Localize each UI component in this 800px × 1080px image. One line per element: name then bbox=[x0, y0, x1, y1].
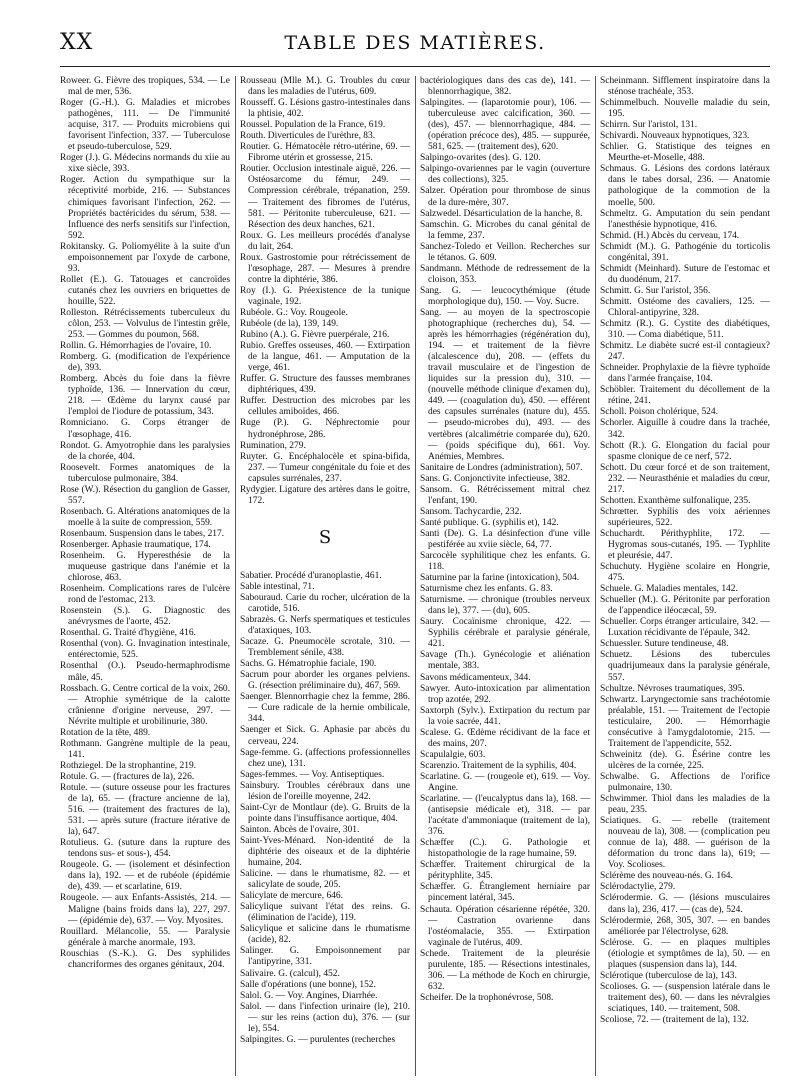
index-entry: Schwalbe. G. Affections de l'orifice pulmonaire, 130. bbox=[600, 771, 770, 793]
index-entry: Sclérotique (tuberculose de la), 143. bbox=[600, 970, 737, 981]
index-entry: Rubéole (de la), 139, 149. bbox=[240, 319, 339, 330]
index-entry: Routh. Diverticules de l'urèthre, 83. bbox=[240, 131, 376, 142]
index-entry: Salicylique et salicine dans le rhumatisme (acide), 82. bbox=[240, 924, 410, 946]
index-entry: Schmidt (Meinhard). Suture de l'estomac et du duodénum, 217. bbox=[600, 263, 770, 285]
index-columns bbox=[60, 76, 772, 1076]
index-entry: Schueller (M.). G. Péritonite par perforation de l'appendice iléocæcal, 59. bbox=[600, 595, 770, 617]
index-entry: Sclérose. G. — en plaques multiples (étiologie et symptômes de la), 50. — en plaques (suspension dans la), 144. bbox=[600, 937, 770, 970]
index-entry: Rondot. G. Amyotrophie dans les paralysies de la chorée, 404. bbox=[60, 440, 230, 462]
index-entry: Roux. G. Les meilleurs procédés d'analyse du lait, 264. bbox=[240, 230, 410, 252]
index-entry: Sabatier. Procédé d'uranoplastie, 461. bbox=[240, 570, 382, 581]
index-entry: Rubéole. G.: Voy. Rougeole. bbox=[240, 307, 348, 318]
index-entry: Sansom. G. Rétrécissement mitral chez l'enfant, 190. bbox=[420, 484, 590, 506]
index-entry: Rossbach. G. Centre cortical de la voix, 260. — Atrophie symétrique de la calotte crânienne d'origine nerveuse, 297. — Névrite multiple et urobilinurie, 380. bbox=[60, 683, 230, 727]
index-entry: Schorler. Aiguille à coudre dans la trachée, 342. bbox=[600, 418, 770, 440]
index-entry: Sage-femme. G. (affections professionnelles chez une), 131. bbox=[240, 747, 410, 769]
index-entry: Rotation de la tête, 489. bbox=[60, 727, 151, 738]
index-entry: Santé publique. G. (syphilis et), 142. bbox=[420, 517, 559, 528]
index-entry: Rollet (E.). G. Tatouages et cancroïdes cutanés chez les ouvriers en briquettes de houille, 522. bbox=[60, 274, 230, 307]
index-entry: Schede. Traitement de la pleurésie purulente, 185. — Résections intestinales, 306. — La méthode de Koch en chirurgie, 632. bbox=[420, 948, 590, 992]
index-entry: Sacaze. G. Pneumocèle scrotale, 310. — Tremblement sénile, 438. bbox=[240, 637, 410, 659]
index-entry: Schmeltz. G. Amputation du sein pendant l'anesthésie hypnotique, 416. bbox=[600, 208, 770, 230]
index-entry: Rosenbach. G. Altérations anatomiques de la moelle à la suite de compression, 559. bbox=[60, 506, 230, 528]
index-entry: Schneider. Prophylaxie de la fièvre typhoïde dans l'armée française, 104. bbox=[600, 363, 770, 385]
index-entry: Sang. G. — leucocythémique (étude morphologique du), 150. — Voy. Sucre. bbox=[420, 285, 590, 307]
index-entry: Rousseff. G. Lésions gastro-intestinales dans la phtisie, 402. bbox=[240, 98, 410, 120]
index-entry: Sainton. Abcès de l'ovaire, 301. bbox=[240, 824, 360, 835]
index-entry: Scalese. G. Œdème récidivant de la face et des mains, 207. bbox=[420, 727, 590, 749]
index-entry: Roussel. Population de la France, 619. bbox=[240, 120, 386, 131]
index-entry: Saxtorph (Sylv.). Extirpation du rectum par la voie sacrée, 441. bbox=[420, 705, 590, 727]
index-entry: Sable intestinal, 71. bbox=[240, 581, 315, 592]
index-entry: Rydygier. Ligature des artères dans le goitre, 172. bbox=[240, 484, 410, 506]
index-entry: Rosenheim. G. Hyperesthésie de la muqueuse gastrique dans l'anémie et la chlorose, 463. bbox=[60, 551, 230, 584]
index-entry: Rotule. G. — (fractures de la), 226. bbox=[60, 771, 195, 782]
index-entry: Scolioses. G. — (suspension latérale dans le traitement des), 60. — dans les névralgies sciatiques, 140. — traitement, 508. bbox=[600, 981, 770, 1014]
index-entry: Sclérème des nouveau-nés. G. 164. bbox=[600, 871, 733, 882]
index-entry: Saenger. Blennorrhagie chez la femme, 286. — Cure radicale de la hernie ombilicale, 344. bbox=[240, 692, 410, 725]
section-letter: S bbox=[318, 526, 332, 548]
index-entry: Rollin. G. Hémorrhagies de l'ovaire, 10. bbox=[60, 341, 212, 352]
index-entry: Rose (W.). Résection du ganglion de Gasser, 557. bbox=[60, 484, 230, 506]
index-column-3 bbox=[420, 76, 590, 1076]
index-entry: Rotule. — (suture osseuse pour les fractures de la), 65. — (fracture ancienne de la), 516. — (traitement des fractures de la), 531. — après suture (fracture itérative de la), 647. bbox=[60, 783, 230, 838]
index-entry: Schuetz. Lésions des tubercules quadrijumeaux dans la paralysie générale, 557. bbox=[600, 650, 770, 683]
index-entry: Salzer. Opération pour thrombose de sinus de la dure-mère, 307. bbox=[420, 186, 590, 208]
index-entry: Sanchez-Toledo et Veillon. Recherches sur le tétanos. G. 609. bbox=[420, 241, 590, 263]
index-entry: Salol. — dans l'infection urinaire (le), 210. — sur les reins (action du), 376. — (sur le), 554. bbox=[240, 1001, 410, 1034]
index-entry: Scarenzio. Traitement de la syphilis, 404. bbox=[420, 760, 577, 771]
index-entry: Roosevelt. Formes anatomiques de la tuberculose pulmonaire, 384. bbox=[60, 462, 230, 484]
index-entry: Romberg. G. (modification de l'expérience de), 393. bbox=[60, 352, 230, 374]
index-entry: Schæffer. G. Étranglement herniaire par pincement latéral, 345. bbox=[420, 882, 590, 904]
index-entry: Rumination, 279. bbox=[240, 440, 306, 451]
index-entry: Schmid. (H.) Abcès du cerveau, 174. bbox=[600, 230, 740, 241]
column-divider bbox=[235, 76, 236, 1076]
index-entry: Routier. Occlusion intestinale aiguë, 226. — Ostéosarcome du fémur, 249. — Compression cérébrale, trépanation, 259. — Traitement des fibromes de l'utérus, 581. — Péritonite tuberculeuse, 621. — Résection des deux hanches, 621. bbox=[240, 164, 410, 230]
index-entry: Sabrazès. G. Nerfs spermatiques et testicules d'ataxiques, 103. bbox=[240, 615, 410, 637]
index-entry: Rosenheim. Complications rares de l'ulcère rond de l'estomac, 213. bbox=[60, 584, 230, 606]
index-entry: Rothmann. Gangrène multiple de la peau, 141. bbox=[60, 738, 230, 760]
index-entry: Sages-femmes. — Voy. Antiseptiques. bbox=[240, 769, 385, 780]
index-entry: Rosenthal. G. Traité d'hygiène, 416. bbox=[60, 628, 196, 639]
column-divider bbox=[415, 76, 416, 1076]
index-entry: Roger (G.-H.). G. Maladies et microbes pathogènes, 111. — De l'immunité acquise, 317. — Produits microbiens qui favorisent l'infection, 337. — Tuberculose et pseudo-tuberculose, 529. bbox=[60, 98, 230, 153]
index-entry: Rosenbaum. Suspension dans le tabes, 217. bbox=[60, 528, 225, 539]
page-header bbox=[60, 30, 770, 64]
index-entry: Schlier. G. Statistique des teignes en Meurthe-et-Moselle, 488. bbox=[600, 142, 770, 164]
index-entry: Sawyer. Auto-intoxication par alimentation trop azotée, 292. bbox=[420, 683, 590, 705]
index-entry: Rougeole. — aux Enfants-Assistés, 214. — Maligne (bains froids dans la), 227, 297. — (épidémie de), 637. — Voy. Myosites. bbox=[60, 893, 230, 926]
index-entry: bactériologiques dans des cas de), 141. — blennorrhagique, 382. bbox=[420, 76, 590, 98]
index-entry: Rosenthal (O.). Pseudo-hermaphrodisme mâle, 45. bbox=[60, 661, 230, 683]
index-entry: Schweinitz (de). G. Ésérine contre les ulcères de la cornée, 225. bbox=[600, 749, 770, 771]
column-divider bbox=[595, 76, 596, 1076]
index-entry: Rubino (A.). G. Fièvre puerpérale, 216. bbox=[240, 330, 390, 341]
index-entry: Scoliose, 72. — (traitement de la), 132. bbox=[600, 1014, 749, 1025]
index-entry: Salicine. — dans le rhumatisme, 82. — et salicylate de soude, 205. bbox=[240, 869, 410, 891]
index-entry: Sang. — au moyen de la spectroscopie photographique (recherches du), 54. — après les hémorrhagies (régénération du), 194. — et traitement de la fièvre (alcalescence du), 208. — (effets du travail musculaire et de l'ingestion de liquides sur la pression du), 310. — (nouvelle méthode clinique d'examen du), 449. — (coagulation du), 450. — efférent des capsules surrénales (nature du), 455. — pseudo-microbes du), 493. — des vertèbres (alcalimétrie comparée du), 620. — (poids spécifique du), 661. Voy. Anémies, Membres. bbox=[420, 307, 590, 462]
index-entry: Santi (De). G. La désinfection d'une ville pestiférée au xviie siècle, 64, 77. bbox=[420, 528, 590, 550]
index-entry: Saturnisme. — chronique (troubles nerveux dans le), 377. — (du), 605. bbox=[420, 595, 590, 617]
index-entry: Rosenstein (S.). G. Diagnostic des anévrysmes de l'aorte, 452. bbox=[60, 606, 230, 628]
index-entry: Schæffer (C.). G. Pathologie et histopathologie de la rage humaine, 59. bbox=[420, 838, 590, 860]
index-entry: Schultze. Névroses traumatiques, 395. bbox=[600, 683, 745, 694]
index-entry: Sarcocèle syphilitique chez les enfants. G. 118. bbox=[420, 551, 590, 573]
page-title: TABLE DES MATIÈRES. bbox=[284, 32, 546, 54]
index-entry: Schmaus. G. Lésions des cordons latéraux dans le tabes dorsal, 236. — Anatomie pathologique de la commotion de la moelle, 500. bbox=[600, 164, 770, 208]
index-entry: Routier. G. Hématocèle rétro-utérine, 69. — Fibrome utérin et grossesse, 215. bbox=[240, 142, 410, 164]
index-entry: Schauta. Opération césarienne répétée, 320. — Castration ovarienne dans l'ostéomalacie, 355. — Extirpation vaginale de l'utérus, 409. bbox=[420, 904, 590, 948]
index-entry: Sabouraud. Carie du rocher, ulcération de la carotide, 516. bbox=[240, 592, 410, 614]
index-entry: Salicylique suivant l'état des reins. G. (élimination de l'acide), 119. bbox=[240, 902, 410, 924]
index-entry: Ruyter. G. Encéphalocèle et spina-bifida, 237. — Tumeur congénitale du foie et des capsules surrénales, 237. bbox=[240, 451, 410, 484]
index-entry: Sansom. Tachycardie, 232. bbox=[420, 506, 522, 517]
index-entry: Schmitt. Ostéome des cavaliers, 125. — Chloral-antipyrine, 328. bbox=[600, 296, 770, 318]
index-entry: Saint-Cyr de Montlaur (de). G. Bruits de la pointe dans l'insuffisance aortique, 404. bbox=[240, 802, 410, 824]
index-entry: Sanitaire de Londres (administration), 507. bbox=[420, 462, 583, 473]
index-entry: Scheinmann. Sifflement inspiratoire dans la sténose trachéale, 353. bbox=[600, 76, 770, 98]
index-entry: Schivardi. Nouveaux hypnotiques, 323. bbox=[600, 131, 750, 142]
index-entry: Scheifer. De la trophonévrose, 508. bbox=[420, 992, 554, 1003]
index-entry: Sandmann. Méthode de redressement de la cloison, 353. bbox=[420, 263, 590, 285]
index-entry: Saury. Cocaïnisme chronique, 422. — Syphilis cérébrale et paralysie générale, 421. bbox=[420, 617, 590, 650]
index-entry: Roger. Action du sympathique sur la réceptivité morbide, 216. — Substances chimiques favorisant l'infection, 262. — Propriétés bactéricides du sérum, 538. — Influence des nerfs sensitifs sur l'infection, 592. bbox=[60, 175, 230, 241]
index-entry: Schmitz. Le diabète sucré est-il contagieux? 247. bbox=[600, 341, 770, 363]
index-entry: Ruffer. Destruction des microbes par les cellules amiboïdes, 466. bbox=[240, 396, 410, 418]
index-entry: Salzwedel. Désarticulation de la hanche, 8. bbox=[420, 208, 583, 219]
index-entry: Sans. G. Conjonctivite infectieuse, 382. bbox=[420, 473, 570, 484]
index-column-4 bbox=[600, 76, 770, 1076]
index-entry: Rousseau (Mlle M.). G. Troubles du cœur dans les maladies de l'utérus, 609. bbox=[240, 76, 410, 98]
index-entry: Schæffer. Traitement chirurgical de la pérityphlite, 345. bbox=[420, 860, 590, 882]
index-entry: Salle d'opérations (une bonne), 152. bbox=[240, 979, 376, 990]
index-entry: Romberg. Abcès du foie dans la fièvre typhoïde, 136. — Innervation du cœur, 218. — Œdème du larynx causé par l'emploi de l'iodure de potassium, 343. bbox=[60, 374, 230, 418]
index-entry: Schwartz. Laryngectomie sans trachéotomie préalable, 151. — Traitement de l'ectopie testiculaire, 200. — Hémorrhagie consécutive à l'amygdalotomie, 215. — Traitement de l'appendicite, 552. bbox=[600, 694, 770, 749]
index-entry: Salpingo-ovarites (des). G. 120. bbox=[420, 153, 541, 164]
index-entry: Schueller. Corps étranger articulaire, 342. — Luxation récidivante de l'épaule, 342. bbox=[600, 617, 770, 639]
index-entry: Sacrum pour aborder les organes pelviens. G. (résection préliminaire du), 467, 569. bbox=[240, 670, 410, 692]
index-entry: Rokitansky. G. Poliomyélite à la suite d'un empoisonnement par l'oxyde de carbone, 93. bbox=[60, 241, 230, 274]
index-entry: Schmidt (M.). G. Pathogénie du torticolis congénital, 391. bbox=[600, 241, 770, 263]
index-entry: Salpingo-ovariennes par le vagin (ouverture des collections), 325. bbox=[420, 164, 590, 186]
index-entry: Schimmelbuch. Nouvelle maladie du sein, 195. bbox=[600, 98, 770, 120]
index-entry: Salinger. G. Empoisonnement par l'antipyrine, 331. bbox=[240, 946, 410, 968]
index-entry: Rolleston. Rétrécissements tuberculeux du côlon, 253. — Volvulus de l'intestin grêle, 253. — Gommes du poumon, 568. bbox=[60, 307, 230, 341]
page-number: XX bbox=[60, 30, 94, 55]
index-entry: Ruge (P.). G. Néphrectomie pour hydronéphrose, 286. bbox=[240, 418, 410, 440]
index-entry: Roger (J.). G. Médecins normands du xiie au xixe siècle, 393. bbox=[60, 153, 230, 175]
index-column-1 bbox=[60, 76, 230, 1076]
index-entry: Roy (I.). G. Préexistence de la tunique vaginale, 192. bbox=[240, 285, 410, 307]
index-entry: Salpingites. — (laparotomie pour), 106. — tuberculeuse avec calcification, 360. — (des), 457. — blennorrhagique, 484. — (opération précoce des), 485. — suppurée, 581, 625. — (traitement des), 620. bbox=[420, 98, 590, 153]
index-entry: Sciatiques. G. — rebelle (traitement nouveau de la), 308. — (complication peu connue de la), 488. — guérison de la déformation du tronc dans la), 619; — Voy. Scolioses. bbox=[600, 816, 770, 871]
index-entry: Rubio. Greffes osseuses, 460. — Extirpation de la langue, 461. — Amputation de la verge, 461. bbox=[240, 341, 410, 374]
index-entry: Rouillard. Mélancolie, 55. — Paralysie générale à marche anormale, 193. bbox=[60, 926, 230, 948]
index-entry: Scarlatine. G. — (rougeole et), 619. — Voy. Angine. bbox=[420, 771, 590, 793]
index-entry: Saenger et Sick. G. Aphasie par abcès du cerveau, 224. bbox=[240, 725, 410, 747]
index-entry: Saint-Yves-Ménard. Non-identité de la diphtérie des oiseaux et de la diphtérie humaine, 204. bbox=[240, 835, 410, 869]
index-entry: Schott (R.). G. Elongation du facial pour spasme clonique de ce nerf, 572. bbox=[600, 440, 770, 462]
index-entry: Saturnisme chez les enfants. G. 83. bbox=[420, 584, 553, 595]
index-entry: Savons médicamenteux, 344. bbox=[420, 672, 531, 683]
index-entry: Schuele. G. Maladies mentales, 142. bbox=[600, 584, 738, 595]
index-entry: Schrœtter. Syphilis des voix aériennes supérieures, 522. bbox=[600, 506, 770, 528]
index-entry: Schott. Du cœur forcé et de son traitement, 232. — Neurasthénie et maladies du cœur, 217. bbox=[600, 462, 770, 495]
index-entry: Schmitt. G. Sur l'aristol, 356. bbox=[600, 285, 711, 296]
index-entry: Rotulieus. G. (suture dans la rupture des tendons sus- et sous-), 454. bbox=[60, 838, 230, 860]
index-entry: Romniciano. G. Corps étranger de l'œsophage, 416. bbox=[60, 418, 230, 440]
index-entry: Schuessler. Suture tendineuse, 48. bbox=[600, 639, 729, 650]
index-entry: Salicylate de mercure, 646. bbox=[240, 891, 343, 902]
index-entry: Salivaire. G. (calcul), 452. bbox=[240, 968, 340, 979]
index-entry: Sainsbury. Troubles cérébraux dans une lésion de l'oreille moyenne, 242. bbox=[240, 780, 410, 802]
index-entry: Rosenthal (von). G. Invagination intestinale, entérectomie, 525. bbox=[60, 639, 230, 661]
index-entry: Salol. G. — Voy. Angines, Diarrhée. bbox=[240, 990, 378, 1001]
index-entry: Schirrn. Sur l'aristol, 131. bbox=[600, 120, 698, 131]
index-entry: Schuchardt. Périthyphlite, 172. — Hygromas sous-cutanés, 195. — Typhlite et pleurésie, 447. bbox=[600, 528, 770, 562]
index-entry: Samschin. G. Microbes du canal génital de la femme, 237. bbox=[420, 219, 590, 241]
index-entry: Salpingites. G. — purulentes (recherches bbox=[240, 1034, 396, 1045]
index-entry: Scholl. Poison cholérique, 524. bbox=[600, 407, 718, 418]
index-entry: Sclérodactylie, 279. bbox=[600, 882, 676, 893]
index-entry: Schwimmer. Thiol dans les maladies de la peau, 235. bbox=[600, 794, 770, 816]
index-entry: Rosenberger. Aphasie traumatique, 174. bbox=[60, 539, 211, 550]
index-entry: Scapulalgie, 603. bbox=[420, 749, 486, 760]
index-entry: Rothziegel. De la strophantine, 219. bbox=[60, 760, 197, 771]
index-entry: Roweer. G. Fièvre des tropiques, 534. — Le mal de mer, 536. bbox=[60, 76, 230, 98]
index-entry: Ruffer. G. Structure des fausses membranes diphtériques, 439. bbox=[240, 374, 410, 396]
index-entry: Sclérodermie, 268, 305, 307. — en bandes améliorée par l'électrolyse, 628. bbox=[600, 915, 770, 937]
index-entry: Schotten. Exanthème sulfonalique, 235. bbox=[600, 495, 751, 506]
index-entry: Savage (Th.). Gynécologie et aliénation mentale, 383. bbox=[420, 650, 590, 672]
index-entry: Schmitz (R.). G. Cystite des diabétiques, 310. — Coma diabétique, 511. bbox=[600, 319, 770, 341]
index-entry: Schuchuty. Hygiène scolaire en Hongrie, 475. bbox=[600, 562, 770, 584]
index-entry: Rouschias (S.-K.). G. Des syphilides chancriformes des organes génitaux, 204. bbox=[60, 948, 230, 970]
index-entry: Sachs. G. Hématrophie faciale, 190. bbox=[240, 659, 377, 670]
index-entry: Roux. Gastrostomie pour rétrécissement de l'œsophage, 287. — Mesures à prendre contre la diphtérie, 386. bbox=[240, 252, 410, 285]
header-rule bbox=[60, 66, 770, 67]
index-entry: Rougeole. G. — (isolement et désinfection dans la), 192. — et de rubéole (épidémie de), 439. — et scarlatine, 619. bbox=[60, 860, 230, 893]
index-entry: Schöbler. Traitement du décollement de la rétine, 241. bbox=[600, 385, 770, 407]
index-entry: Saturnine par la farine (intoxication), 504. bbox=[420, 573, 580, 584]
index-column-2 bbox=[240, 76, 410, 1076]
index-entry: Sclérodermie. G. — (lésions musculaires dans la), 236, 417. — (cas de), 524. bbox=[600, 893, 770, 915]
index-entry: Scarlatine. — (l'eucalyptus dans la), 168. — (antisepsie médicale et), 318. — par l'acétate d'ammoniaque (traitement de la), 376. bbox=[420, 794, 590, 838]
